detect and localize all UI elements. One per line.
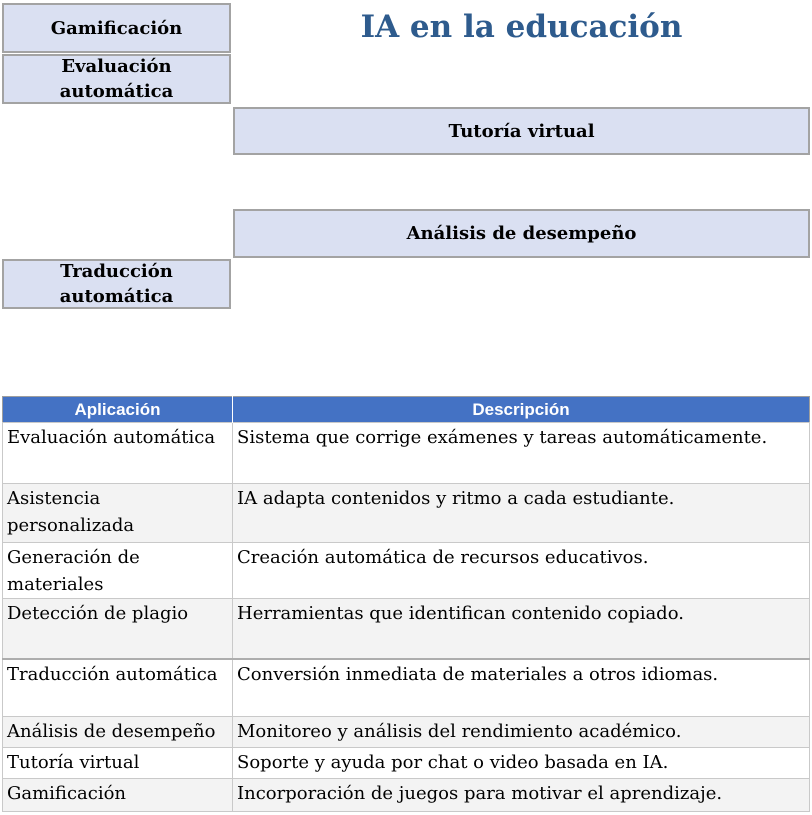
- table-row: [3, 659, 810, 717]
- table-row: [3, 748, 810, 779]
- shape-label: Análisis de desempeño: [406, 223, 637, 244]
- application-cell: Evaluación automática: [3, 423, 233, 484]
- description-cell: IA adapta contenidos y ritmo a cada estudiante.: [233, 484, 810, 543]
- table-row: [3, 423, 810, 484]
- application-cell: Detección de plagio: [3, 599, 233, 659]
- table-row: [3, 717, 810, 748]
- application-cell: Tutoría virtual: [3, 748, 233, 779]
- application-cell: Asistencia personalizada: [3, 484, 233, 543]
- column-header: Aplicación: [3, 397, 233, 423]
- shape-label: Tutoría virtual: [448, 120, 595, 142]
- application-cell: Análisis de desempeño: [3, 717, 233, 748]
- application-cell: Traducción automática: [3, 659, 233, 717]
- shape-traduccion-automatica: [2, 259, 231, 309]
- application-cell: Generación de materiales: [3, 543, 233, 599]
- table-row: [3, 599, 810, 659]
- column-header: Descripción: [233, 397, 810, 423]
- shape-tutoria-virtual: [233, 107, 810, 155]
- shape-gamificacion: [2, 3, 231, 53]
- description-cell: Soporte y ayuda por chat o video basada en IA.: [233, 748, 810, 779]
- description-cell: Sistema que corrige exámenes y tareas automáticamente.: [233, 423, 810, 484]
- shape-label: Traducción automática: [59, 261, 174, 307]
- description-cell: Creación automática de recursos educativos.: [233, 543, 810, 599]
- page-title: IA en la educación: [360, 9, 683, 45]
- application-cell: Gamificación: [3, 779, 233, 812]
- shape-label: Gamificación: [50, 17, 183, 39]
- description-cell: Incorporación de juegos para motivar el aprendizaje.: [233, 779, 810, 812]
- description-cell: Conversión inmediata de materiales a otros idiomas.: [233, 659, 810, 717]
- shape-analisis-desempeno: [233, 209, 810, 258]
- applications-table: [2, 396, 810, 812]
- applications-table-wrapper: [2, 396, 810, 812]
- shape-evaluacion-automatica: [2, 54, 231, 104]
- table-row: [3, 484, 810, 543]
- description-cell: Monitoreo y análisis del rendimiento académico.: [233, 717, 810, 748]
- description-cell: Herramientas que identifican contenido copiado.: [233, 599, 810, 659]
- table-row: [3, 779, 810, 812]
- shape-label: Evaluación automática: [59, 56, 174, 102]
- table-row: [3, 543, 810, 599]
- table-header: [3, 397, 810, 423]
